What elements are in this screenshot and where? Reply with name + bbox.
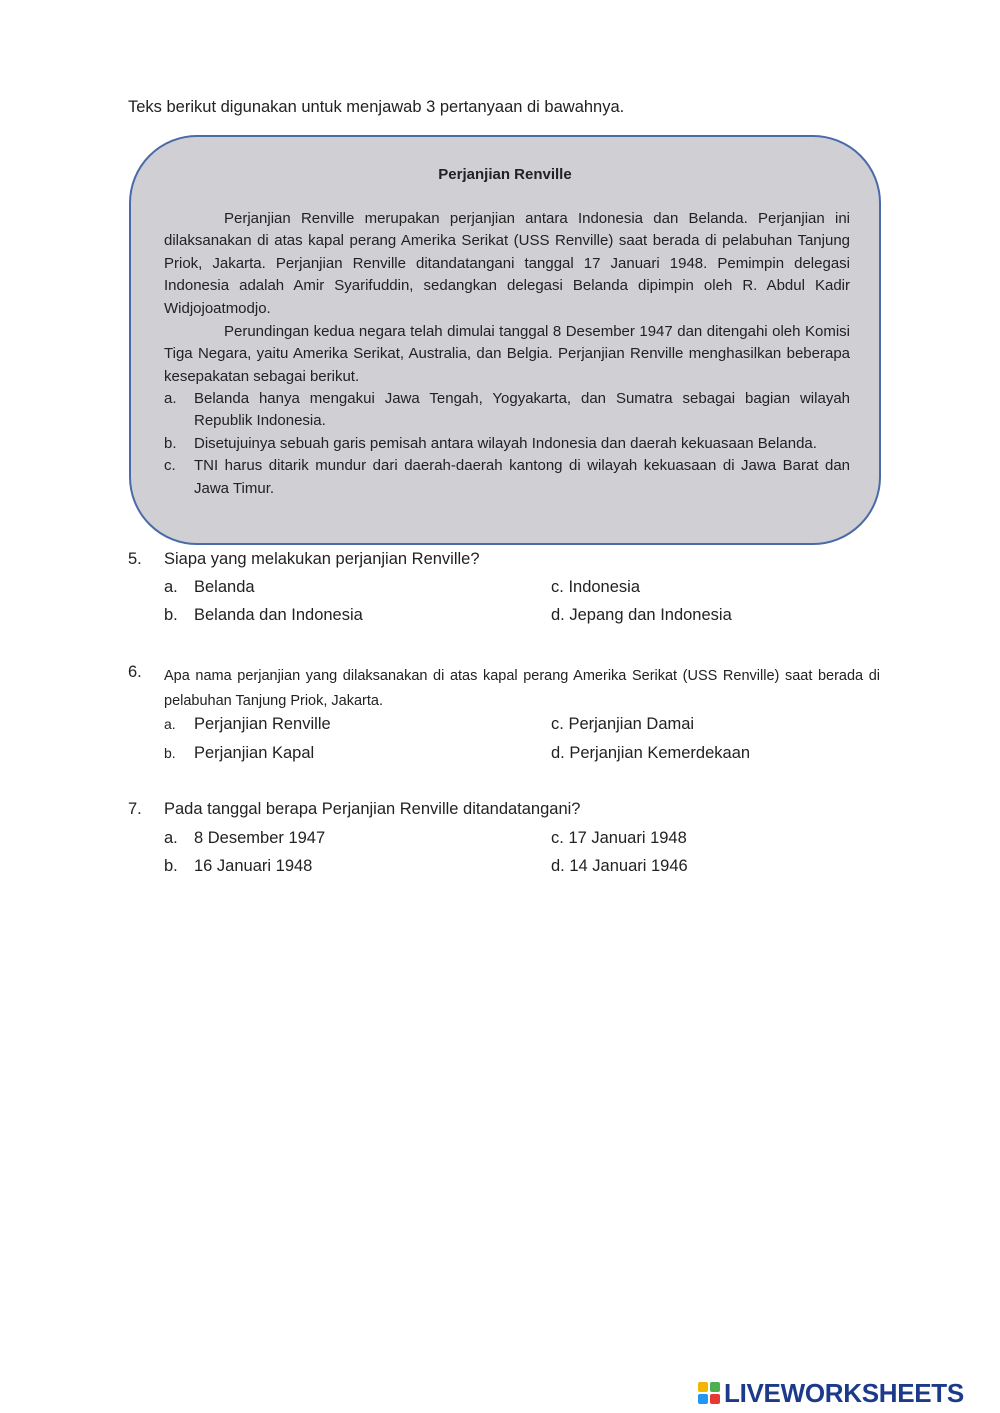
question-text: Siapa yang melakukan perjanjian Renville?: [164, 550, 480, 568]
option-text: Perjanjian Kemerdekaan: [569, 744, 751, 762]
option-marker: c.: [551, 715, 564, 733]
agreement-list: [164, 388, 850, 500]
agreement-text: TNI harus ditarik mundur dari daerah-daerah kantong di wilayah kekuasaan di Jawa Barat dan Jawa Timur.: [194, 457, 850, 497]
instruction-text: Teks berikut digunakan untuk menjawab 3 pertanyaan di bawahnya.: [128, 98, 625, 116]
reading-passage-box: [129, 135, 881, 545]
option-marker: a.: [164, 829, 178, 847]
option-a[interactable]: [164, 829, 325, 848]
option-text: Indonesia: [568, 578, 640, 596]
agreement-text: Belanda hanya mengakui Jawa Tengah, Yogyakarta, dan Sumatra sebagai bagian wilayah Republik Indonesia.: [194, 390, 850, 430]
question-text: Pada tanggal berapa Perjanjian Renville ditandatangani?: [164, 800, 581, 818]
agreement-marker: a.: [164, 390, 177, 407]
question-number: 7.: [128, 800, 142, 818]
option-d[interactable]: [551, 606, 732, 625]
option-marker: b.: [164, 857, 178, 875]
option-text: 17 Januari 1948: [568, 829, 687, 847]
option-marker: b.: [164, 745, 176, 761]
question-number: 6.: [128, 663, 142, 681]
option-text: 16 Januari 1948: [194, 857, 313, 875]
option-c[interactable]: [551, 578, 640, 597]
option-text: Perjanjian Renville: [194, 715, 331, 733]
option-text: Belanda dan Indonesia: [194, 606, 363, 624]
option-a[interactable]: [164, 715, 331, 734]
option-d[interactable]: [551, 857, 688, 876]
liveworksheets-logo[interactable]: [698, 1378, 964, 1408]
option-text: Perjanjian Damai: [568, 715, 695, 733]
option-c[interactable]: [551, 715, 694, 734]
option-d[interactable]: [551, 744, 750, 763]
logo-text: LIVEWORKSHEETS: [724, 1377, 964, 1408]
reading-paragraph-1: Perjanjian Renville merupakan perjanjian antara Indonesia dan Belanda. Perjanjian ini dilaksanakan di atas kapal perang Amerika Serikat (USS Renville) saat berada di pelabuhan Tanjung Priok, Jakarta. Perjanjian Renville ditandatangani tanggal 17 Januari 1948. Pemimpin delegasi Indonesia adalah Amir Syarifuddin, sedangkan delegasi Belanda dipimpin oleh R. Abdul Kadir Widjojoatmodjo.: [164, 210, 850, 317]
option-text: 14 Januari 1946: [569, 857, 688, 875]
reading-paragraph-2: Perundingan kedua negara telah dimulai tanggal 8 Desember 1947 dan ditengahi oleh Komisi Tiga Negara, yaitu Amerika Serikat, Australia, dan Belgia. Perjanjian Renville menghasilkan beberapa kesepakatan sebagai berikut.: [164, 323, 850, 385]
agreement-marker: b.: [164, 434, 177, 452]
logo-square-icon: [710, 1394, 720, 1404]
agreement-item: [164, 433, 850, 455]
question-text: Apa nama perjanjian yang dilaksanakan di atas kapal perang Amerika Serikat (USS Renville) saat berada di pelabuhan Tanjung Priok, Jakarta.: [164, 668, 880, 709]
option-marker: d.: [551, 857, 565, 875]
option-a[interactable]: [164, 578, 255, 597]
agreement-item: [164, 455, 850, 500]
option-marker: d.: [551, 744, 565, 762]
option-marker: d.: [551, 606, 565, 624]
option-b[interactable]: [164, 606, 363, 625]
question-number: 5.: [128, 550, 142, 568]
logo-square-icon: [698, 1382, 708, 1392]
option-marker: c.: [551, 829, 564, 847]
option-text: Perjanjian Kapal: [194, 744, 315, 762]
option-text: 8 Desember 1947: [194, 829, 326, 847]
agreement-marker: c.: [164, 457, 176, 475]
logo-grid-icon: [698, 1382, 720, 1404]
agreement-item: [164, 388, 850, 433]
logo-square-icon: [698, 1394, 708, 1404]
option-text: Jepang dan Indonesia: [569, 606, 732, 624]
option-text: Belanda: [194, 578, 255, 596]
option-marker: c.: [551, 578, 564, 596]
reading-title: Perjanjian Renville: [438, 166, 572, 183]
option-b[interactable]: [164, 744, 314, 763]
option-c[interactable]: [551, 829, 687, 848]
option-marker: a.: [164, 716, 176, 732]
logo-square-icon: [710, 1382, 720, 1392]
option-marker: b.: [164, 606, 178, 624]
option-b[interactable]: [164, 857, 312, 876]
option-marker: a.: [164, 578, 178, 596]
agreement-text: Disetujuinya sebuah garis pemisah antara wilayah Indonesia dan daerah kekuasaan Belanda.: [194, 434, 817, 452]
